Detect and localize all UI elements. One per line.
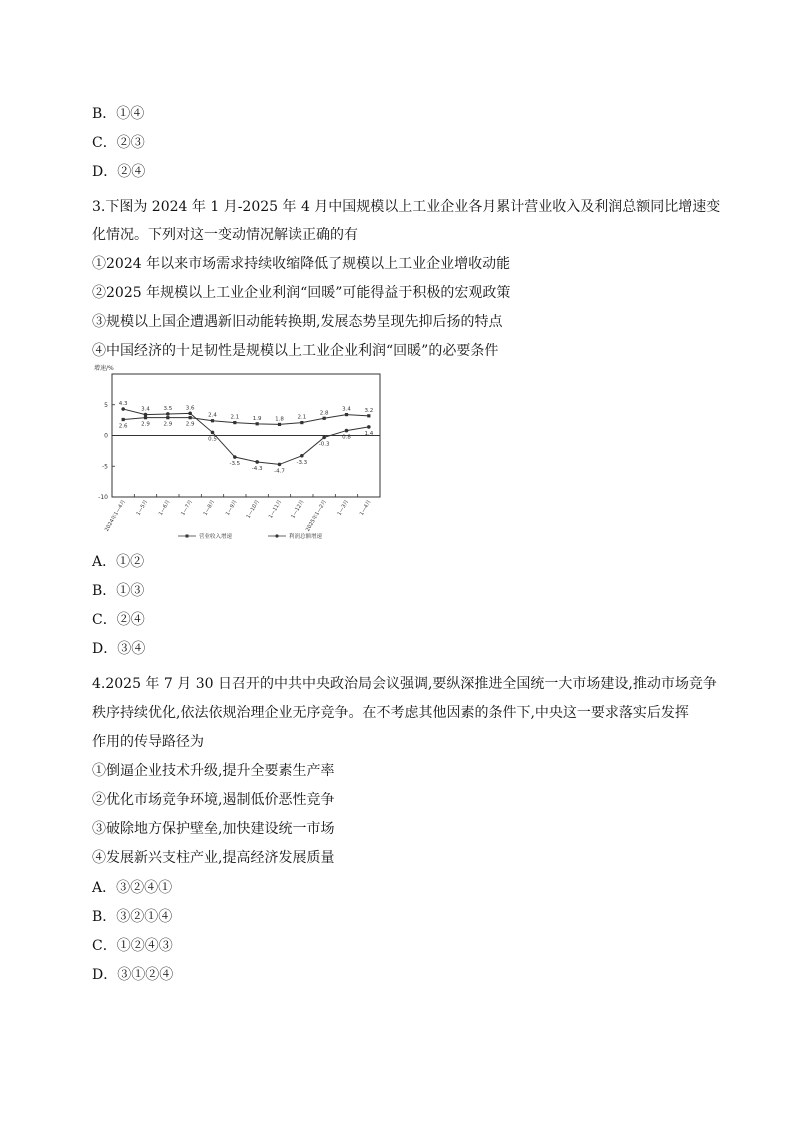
prev-option-d: D．②④ (92, 164, 146, 180)
growth-chart (92, 364, 388, 544)
profit-growth-point (121, 407, 125, 411)
revenue-growth-point (323, 417, 326, 420)
revenue-growth-point (144, 416, 147, 419)
revenue-data-label: 2.1 (297, 414, 307, 421)
q3-statement-4: ④中国经济的十足韧性是规模以上工业企业利润“回暖”的必要条件 (92, 343, 499, 359)
y-tick-label: 0 (104, 432, 108, 440)
q4-option-a: A．③②④① (92, 880, 173, 896)
q4-option-b: B．③②①④ (92, 909, 173, 925)
q3-option-b: B．①③ (92, 583, 145, 599)
y-axis-label: 增速/% (94, 365, 114, 372)
profit-data-label: 3.4 (141, 406, 150, 413)
revenue-growth-point (166, 416, 169, 419)
profit-data-label: 0.8 (342, 434, 351, 441)
y-tick-label: 5 (104, 401, 108, 409)
x-tick-label: 1—11月 (267, 499, 284, 520)
profit-growth-point (367, 425, 371, 429)
q3-stem-line1: 3.下图为 2024 年 1 月-2025 年 4 月中国规模以上工业企业各月累计营业收入及利润总额同比增速变 (92, 199, 721, 215)
x-tick-label: 1—9月 (224, 499, 239, 517)
x-tick-label: 1—8月 (202, 499, 217, 517)
x-tick-label: 1—3月 (336, 499, 351, 517)
profit-growth-point (345, 429, 349, 433)
profit-data-label: -4.3 (251, 465, 263, 472)
legend-revenue-label: 营业收入增速 (199, 534, 233, 540)
profit-growth-point (233, 455, 237, 459)
revenue-growth-point (189, 416, 192, 419)
x-tick-label: 2025年1—2月 (305, 499, 328, 533)
revenue-data-label: 1.8 (275, 416, 284, 423)
revenue-data-label: 2.1 (230, 414, 240, 421)
q3-statement-3: ③规模以上国企遭遇新旧动能转换期,发展态势呈现先抑后扬的特点 (92, 314, 503, 330)
x-tick-label: 1—7月 (180, 499, 194, 517)
revenue-data-label: 2.4 (208, 412, 217, 419)
revenue-data-label: 3.2 (364, 407, 374, 414)
q4-statement-4: ④发展新兴支柱产业,提高经济发展质量 (92, 850, 335, 866)
prev-option-b: B．①④ (92, 106, 145, 122)
revenue-growth-point (345, 413, 348, 416)
y-tick-label: -5 (102, 463, 108, 471)
x-tick-label: 1—12月 (290, 499, 306, 520)
revenue-data-label: 1.9 (252, 415, 262, 422)
profit-data-label: -0.3 (318, 441, 330, 448)
revenue-data-label: 2.9 (163, 421, 173, 428)
legend-revenue-marker (186, 535, 189, 538)
x-tick-label: 1—4月 (358, 499, 373, 517)
profit-data-label: 4.3 (118, 401, 128, 408)
q3-option-c: C．②④ (92, 612, 145, 628)
q4-statement-2: ②优化市场竞争环境,遏制低价恶性竞争 (92, 792, 335, 808)
x-tick-label: 1—6月 (157, 499, 172, 517)
revenue-growth-point (367, 414, 370, 417)
q4-stem-line3: 作用的传导路径为 (92, 734, 204, 750)
y-tick-label: -10 (98, 494, 108, 501)
growth-chart-svg (92, 364, 388, 544)
profit-data-label: -3.5 (229, 461, 241, 468)
profit-growth-point (255, 460, 259, 464)
profit-growth-point (300, 454, 304, 458)
prev-option-c: C．②③ (92, 135, 145, 151)
q3-option-d: D．③④ (92, 641, 146, 657)
revenue-data-label: 2.9 (141, 421, 150, 428)
revenue-data-label: 2.9 (185, 421, 195, 428)
legend-profit-label: 利润总额增速 (289, 534, 323, 540)
q3-option-a: A．①② (92, 554, 145, 570)
profit-data-label: 3.5 (163, 405, 173, 412)
profit-data-label: -4.7 (274, 468, 285, 475)
profit-growth-point (188, 412, 192, 416)
q3-statement-2: ②2025 年规模以上工业企业利润“回暖”可能得益于积极的宏观政策 (92, 285, 511, 301)
revenue-growth-point (278, 423, 281, 426)
revenue-data-label: 2.8 (319, 410, 329, 417)
q4-option-d: D．③①②④ (92, 967, 174, 983)
x-tick-label: 1—5月 (135, 499, 150, 517)
revenue-growth-point (256, 422, 259, 425)
profit-growth-point (211, 431, 215, 435)
legend-profit-marker (275, 534, 278, 537)
revenue-growth-point (211, 419, 214, 422)
profit-growth-point (144, 413, 148, 417)
q4-statement-3: ③破除地方保护壁垒,加快建设统一市场 (92, 821, 335, 837)
q3-statement-1: ①2024 年以来市场需求持续收缩降低了规模以上工业企业增收动能 (92, 256, 511, 272)
x-tick-label: 1—10月 (245, 499, 261, 520)
profit-growth-point (278, 463, 282, 467)
q4-stem-line2: 秩序持续优化,依法依规治理企业无序竞争。在不考虑其他因素的条件下,中央这一要求落实后发挥 (92, 705, 689, 721)
q4-statement-1: ①倒逼企业技术升级,提升全要素生产率 (92, 763, 335, 779)
profit-data-label: 1.4 (364, 430, 374, 437)
q3-stem-line2: 化情况。下列对这一变动情况解读正确的有 (92, 227, 358, 243)
profit-data-label: 3.6 (185, 405, 195, 412)
x-tick-label: 2024年1—4月 (104, 499, 127, 533)
profit-growth-point (322, 436, 326, 440)
q4-option-c: C．①②④③ (92, 938, 173, 954)
q4-stem-line1: 4.2025 年 7 月 30 日召开的中共中央政治局会议强调,要纵深推进全国统一大市场建设,推动市场竞争 (92, 676, 717, 692)
profit-growth-point (166, 412, 170, 416)
revenue-growth-point (122, 418, 125, 421)
profit-data-label: -3.3 (296, 459, 308, 466)
revenue-growth-point (300, 421, 303, 424)
profit-data-label: 0.5 (208, 436, 217, 443)
revenue-data-label: 3.4 (342, 406, 351, 413)
revenue-growth-point (233, 421, 236, 424)
revenue-data-label: 2.6 (118, 423, 128, 430)
